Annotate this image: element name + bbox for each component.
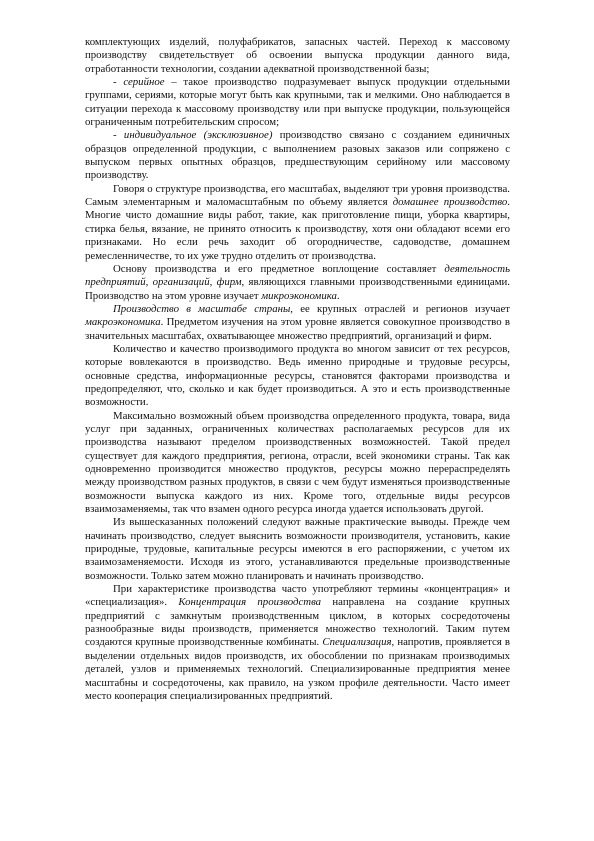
paragraph — [85, 303, 510, 343]
paragraph — [85, 76, 510, 129]
text-run: Из вышесказанных положений следуют важные практические выводы. Прежде чем начинать производство, следует выяснить возможности производителя, установить, какие природные, трудовые, капитальные ресурсы имеются в его распоряжении, с учетом их взаимозаменяемости. Исходя из этого, устанавливаются предельные производственные возможности. Только затем можно планировать и начинать производство. — [85, 516, 510, 582]
text-run: - — [113, 76, 124, 89]
text-run: комплектующих изделий, полуфабрикатов, запасных частей. Переход к массовому производству свидетельствует об освоении выпуска продукции данного вида, отработанности технологии, создании адекватной производственной базы; — [85, 36, 510, 75]
text-run: Говоря о структуре производства, его масштабах, выделяют три уровня производства. Самым элементарным и маломасштабным по объему является — [85, 182, 510, 209]
text-run: . Предметом изучения на этом уровне является совокупное производство в значительных масштабах, охватывающее множество предприятий, организаций и фирм. — [85, 316, 510, 342]
paragraph — [85, 583, 510, 703]
text-run: . Многие чисто домашние виды работ, такие, как приготовление пищи, уборка квартиры, стирка белья, вязание, не принято относить к производству, хотя они обладают всеми его признаками. Но если речь заходит об огородничестве, садоводстве, домашнем ремесленничестве, то их уже трудно отделить от производства. — [85, 196, 510, 262]
text-run: Максимально возможный объем производства определенного продукта, товара, вида услуг при заданных, ограниченных количествах располагаемых ресурсов для их производства называют пределом производственных возможностей. Такой предел существует для каждого предприятия, региона, отрасли, всей экономики страны. Так как одновременно производится множество продуктов, ресурсы можно перераспределять между производством разных продуктов, в связи с чем будут изменяться производственные возможности выпуска каждого из них. Кроме того, отдельные виды ресурсов взаимозаменяемы, так что взамен одного ресурса иногда удается использовать другой. — [85, 409, 510, 516]
italic-term: Производство в масштабе страны — [113, 302, 291, 315]
paragraph — [85, 129, 510, 182]
text-run: Основу производства и его предметное воплощение составляет — [113, 262, 445, 275]
text-run: - — [113, 129, 124, 142]
italic-term: домашнее производство — [392, 196, 508, 209]
text-run: , напротив, проявляется в выделении отдельных видов производств, их обособлении по признакам производимых деталей, узлов и применяемых технологий. Специализированные предприятия менее масштабны и сосредоточены, как правило, на узком профиле деятельности. Часто имеет место кооперация специализированных предприятий. — [85, 636, 510, 702]
text-run: – такое производство подразумевает выпуск продукции отдельными группами, сериями, которые могут быть как крупными, так и мелкими. Оно наблюдается в ситуации перехода к массовому производству или при выпуске продукции, пользующейся ограниченным потребительским спросом; — [85, 76, 511, 129]
paragraph — [85, 263, 510, 303]
italic-term: индивидуальное (эксклюзивное) — [123, 129, 273, 142]
italic-term: макроэкономика — [85, 316, 161, 329]
paragraph — [85, 516, 510, 583]
text-run: производство связано с созданием единичных образцов определенной продукции, с выполнением разовых заказов или сопряжено с выпуском первых опытных образцов, предшествующим серийному или массовому производству. — [85, 129, 510, 182]
text-run: . — [336, 289, 340, 302]
italic-term: серийное — [123, 76, 165, 89]
paragraph — [85, 410, 510, 517]
italic-term: Концентрация производства — [178, 596, 322, 609]
italic-term: Специализация — [322, 636, 392, 649]
text-run: , ее крупных отраслей и регионов изучает — [290, 302, 510, 315]
text-run: , являющихся главными производственными единицами. Производство на этом уровне изучает — [85, 276, 511, 302]
paragraph — [85, 343, 510, 410]
text-run: Количество и качество производимого продукта во многом зависит от тех ресурсов, которые вовлекаются в производство. Ведь именно природные и трудовые ресурсы, основные средства, информационные ресурсы, становятся факторами производства и предопределяют, что, сколько и как будет производиться. А это и есть производственные возможности. — [85, 342, 510, 409]
italic-term: микроэкономика — [261, 289, 337, 302]
paragraph — [85, 183, 510, 263]
document-page — [85, 36, 510, 703]
text-run: При характеристике производства часто употребляют термины «концентрация» и «специализация». — [85, 583, 510, 609]
italic-term: деятельность предприятий, организаций, фирм — [85, 262, 510, 289]
paragraph — [85, 36, 510, 76]
text-run: направлена на создание крупных предприятий с замкнутым производственным циклом, в которых сосредоточены разнообразные виды производств, применяется множество технологий. Таким путем создаются крупные производственные комбинаты. — [85, 596, 510, 649]
